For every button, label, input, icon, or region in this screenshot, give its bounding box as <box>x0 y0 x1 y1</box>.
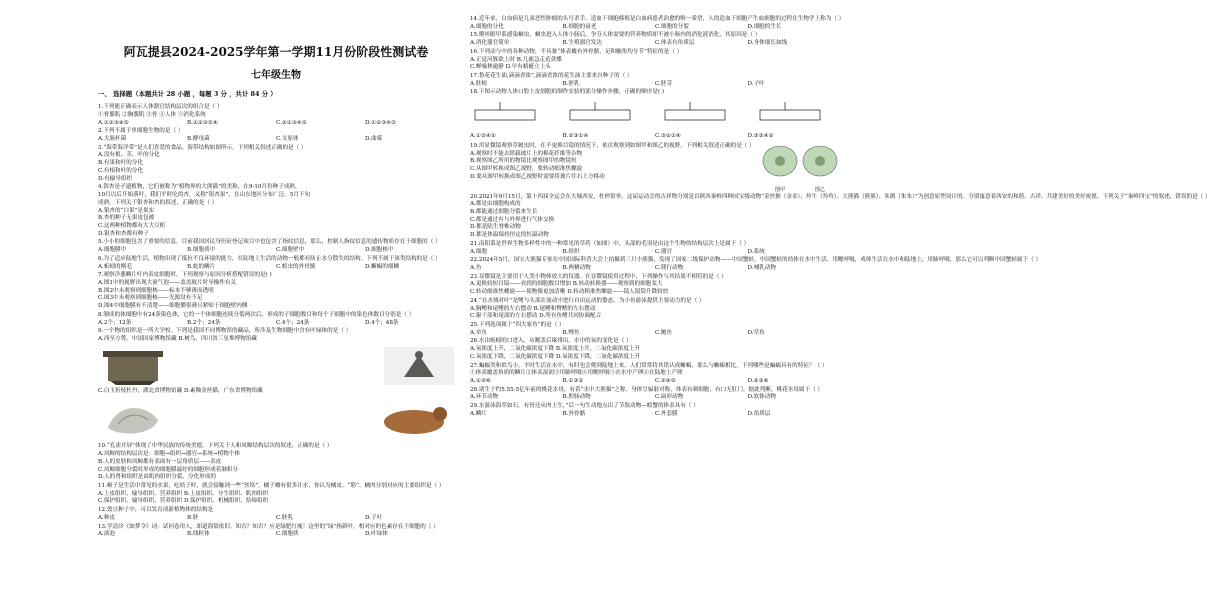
question <box>470 403 840 418</box>
option-row <box>470 394 840 402</box>
question-text: C.氧浓度下降，二氧化碳浓度下降 D.氧浓度下降，二氧化碳浓度上升 <box>470 353 641 360</box>
option[interactable]: B.2个；24条 <box>187 319 221 326</box>
option[interactable]: A.种皮 <box>98 514 116 521</box>
question-text: 24.“在水域对叶”是鳍与头部在流动中进行自由运动的姿态，为小鱼游泳提供主要动力的是（ ） <box>470 297 705 304</box>
option[interactable]: C.器官 <box>655 248 673 255</box>
figure-labels <box>760 187 840 194</box>
option-row <box>98 247 454 255</box>
question <box>98 507 454 522</box>
option[interactable]: C.③②①④ <box>655 133 681 140</box>
question-text: A.更换较短目镜——看到的细胞数目增加 B.转动转换器——观察到的细胞变大 <box>470 281 663 288</box>
question <box>470 16 845 31</box>
option-row <box>470 330 840 338</box>
question <box>98 272 454 311</box>
q19-text <box>470 143 756 194</box>
option[interactable]: B.①②③⑤④ <box>187 119 218 126</box>
option-row <box>470 411 840 419</box>
option[interactable]: C.扁形动物 <box>655 394 684 401</box>
question-text: B.都能通过细胞分裂来生长 <box>470 208 538 215</box>
question-text: B.人的皮肤和凤鲸都有表面有一层角质层——表皮 <box>98 458 222 465</box>
option[interactable]: B.生殖器官发达 <box>562 40 602 47</box>
question-text: C.蝉噪林逾静 D.早有蜻蜓立上头 <box>470 64 551 71</box>
question-text: C.都是通过有与外界进行气体交换 <box>470 216 555 223</box>
museum-image-row-1 <box>98 347 454 385</box>
question-text: 7.观察洋葱鳞片叶内表皮细胞时，下列观察与原因分析搭配错误的是( ) <box>98 272 272 279</box>
question <box>470 274 840 297</box>
option[interactable]: D.子叶 <box>747 80 765 87</box>
option[interactable]: C.4个；24条 <box>276 319 310 326</box>
option[interactable]: C.爬行动物 <box>655 264 684 271</box>
question-group-4 <box>470 193 1211 419</box>
question-text: B.杏的种子无果皮包被 <box>98 215 155 222</box>
question-text: 16.下列动与中的各种动物，不具备“体表覆有外骨骼，足和触角均分节”特征的是（ ） <box>470 48 683 55</box>
question-text: B.图2中未观察到细胞核——标本不够薄而透明 <box>98 287 214 294</box>
question-text: 26.水由蚯蚓的口进入，从鳃盖后缘排出。水中的氧的变化是（ ） <box>470 338 632 345</box>
option[interactable]: B.外骨骼 <box>562 410 586 417</box>
jade-flower-image <box>98 398 168 440</box>
option[interactable]: D.叶绿体 <box>365 531 388 538</box>
option[interactable]: A.消化器官简单 <box>470 40 510 47</box>
question-text: C.转动细准焦螺旋——使物像更加清晰 D.转动粗准焦螺旋——镜人镜筒升降较快 <box>470 289 669 296</box>
question-text: 3.“海带海洋带”是人们喜爱的食品。海带结构如图所示，下列相关叙述正确的是（ ） <box>98 144 307 151</box>
question-text: ①骨骼肌 ②胸腹肌 ③骨 ④人体 ⑤消化系统 <box>98 111 206 118</box>
option[interactable]: D.角质层 <box>747 410 771 417</box>
question-text: A.都是由细胞构成的 <box>470 201 521 208</box>
question-text: C.有根和叶的分化 <box>98 167 144 174</box>
question-text: D.有输导组织 <box>98 175 133 182</box>
question <box>98 256 454 271</box>
question-text: 25.下列选项属于“四大家鱼”的是（ ） <box>470 322 565 329</box>
option[interactable]: A.胚根 <box>470 80 488 87</box>
option[interactable]: C.胚芽 <box>655 80 673 87</box>
question-text: A.观察时不能去除载玻片上的棉花纤维等杂物 <box>470 150 583 157</box>
question-text: 15.喂哇眼甲系感染蛔虫，蛔虫进入人体小肠后，争夺人体需要的营养物质却不被小肠内的消化液消化，其原因是（ ） <box>470 32 761 39</box>
question-text: 19.用显微镜观察草履虫时，在不更换目镜的情况下，依次观察到如图甲和图乙的视野，下列相关叙述正确的是（ ） <box>470 142 755 149</box>
option[interactable]: B.细胞的衰老 <box>562 23 597 30</box>
question <box>98 328 454 343</box>
question-text: A.银杏的“白果”是果实 <box>98 207 155 214</box>
question-text: 23.显微镜是主要用于人类小物体放大的仪器。在显微镜使用过程中，下列操作与其结果不相符的是（ ） <box>470 273 727 280</box>
option-row <box>98 264 454 272</box>
option[interactable]: D.子叶 <box>365 514 383 521</box>
question-text: A.氧浓度上升，二氧化碳浓度下降 B.氧浓度上升，二氧化碳浓度上升 <box>470 346 641 353</box>
option[interactable]: B.细胞质中 <box>187 247 216 254</box>
question <box>98 239 454 254</box>
question <box>98 128 454 143</box>
option[interactable]: C.鲍鱼 <box>655 329 673 336</box>
question-group-2 <box>98 443 454 539</box>
question-text: 6.为了适应陆地生活，植物出现了抵抗不良环境的能力，在陆地上生活的动物一般都有防止水分散失的结构。下列不属于该类结构的是（ ） <box>98 255 441 262</box>
option[interactable]: D.身体细长如线 <box>747 40 788 47</box>
question-text: 5.小小的细胞包含了重要的信息，目前我国居民身份证登记项目中也包含了指纹信息，那么，控制人指纹信息的遗传物质存在于细胞的（ ） <box>98 239 441 246</box>
option-row <box>470 81 840 89</box>
question-text: 22.2024年5月，国宝大熊猫专家在中国国际科普大会上拍摄到三只小熊猫，发现了国家二级保护动物——中国蟹蛙。中国蟹蛙的幼体在水中生活，用鳃呼吸，成体生活在水中和陆地上，用肺呼吸，那么它可以判断中国蟹蛙属于（ ） <box>470 257 1042 264</box>
question-text: 4.银杏是孑遗植物，它们被称为“植物界的大熊猫”的美称，在9-10月份种子成熟， <box>98 184 301 191</box>
question-text: C.图3中未观察到细胞核——光源没有不足 <box>98 295 203 302</box>
question <box>470 257 1042 272</box>
option[interactable]: B.组织 <box>562 248 580 255</box>
option[interactable]: A.鱼 <box>470 264 482 271</box>
question-text: A.凤鲸的结构层次是：细胞→组织→器官→系统→植物个体 <box>98 451 241 458</box>
option[interactable]: A.细胞 <box>470 248 488 255</box>
question-text: A.没有根、茎、叶的分化 <box>98 152 160 159</box>
question-text: 1.下列能正确表示人体器官结构层次的组合是（ ） <box>98 104 223 111</box>
question-text: 2.下列不属于单细胞生物的是（ ） <box>98 128 184 135</box>
question-text: 13.学清泠《如梦令》词：试问卷帘人，却道海棠依旧。知否？知否？应是绿肥红瘦！这里的“绿”指新叶，相对应的色素存在于细胞的（ ） <box>98 523 439 530</box>
option[interactable]: D.细胞的生长 <box>747 23 782 30</box>
question-group-1 <box>98 104 454 344</box>
option[interactable]: B.①③② <box>562 378 584 385</box>
question-text: 成熟。下列关于银杏和杏的叙述，正确的是（ ） <box>98 199 218 206</box>
option[interactable]: C.细胞质 <box>276 531 299 538</box>
option[interactable]: D.②③⑥ <box>747 378 769 385</box>
option[interactable]: B.胚 <box>187 514 199 521</box>
option[interactable]: C.细胞壁中 <box>276 247 305 254</box>
question-text: 18.下图示动物人体口腔上皮细胞的制作实验的部分操作步骤，正确的顺序是( ) <box>470 89 665 96</box>
option-row <box>470 378 840 386</box>
question-text: ①体表覆盖角质的鳞片②体表湿润③用肺呼吸④用鳃呼吸⑤在水中产卵⑥在陆地上产卵 <box>470 370 683 377</box>
option[interactable]: B.②③①④ <box>562 133 589 140</box>
question-text: 10月以后开始落叶，我们平时吃的杏，又称“银杏果”，在山东地区分布广泛。5月下旬 <box>98 192 311 199</box>
fig-a-label: 图甲 <box>774 186 785 193</box>
option[interactable]: A.蚯蚓的刚毛 <box>98 263 132 270</box>
question <box>98 184 454 238</box>
option[interactable]: C.细胞的分裂 <box>655 23 689 30</box>
option[interactable]: C.支原体 <box>276 136 299 143</box>
option[interactable]: D.系统 <box>747 248 765 255</box>
option[interactable]: A.章鱼 <box>470 329 488 336</box>
question <box>470 298 840 321</box>
question-text: D.人的肾和组织是由肌肉组织分裂、分化形成的 <box>98 474 216 481</box>
question <box>470 89 840 97</box>
option[interactable]: A.细胞膜中 <box>98 247 127 254</box>
question <box>470 73 840 88</box>
option[interactable]: D.草鱼 <box>747 329 765 336</box>
question <box>98 443 454 482</box>
question <box>470 363 840 386</box>
option[interactable]: B.腔肠动物 <box>562 394 591 401</box>
question-text: B.有果和叶的分化 <box>98 160 144 167</box>
option-row <box>98 120 454 128</box>
question-text: A.图1中的视野出现大量气泡——盖盖玻片时导操作有关 <box>98 279 237 286</box>
option[interactable]: B.胚乳 <box>562 80 580 87</box>
question <box>98 145 454 184</box>
question-text: C.这两种植物都有大大豆酊 <box>98 222 166 229</box>
option[interactable]: A.①③⑥ <box>470 378 491 385</box>
option[interactable]: C.蝗虫的外骨骼 <box>276 263 316 270</box>
option[interactable]: A.液泡 <box>98 531 116 538</box>
option-row <box>470 249 840 257</box>
question-text: D.银杏和杏都有种子 <box>98 230 149 237</box>
question-text: 11.顿子是生活中常见的水果，吃桔子时，就会接触到一些“丝络”，橘子瓣有很多汁水，你认为橘皮、“筋”、橘肉分别对应的主要组织是（ ） <box>98 483 445 490</box>
image-caption: C.白玉折枝杜丹，湖北省博物馆藏 D.素釉金丝猫，广东省博物馆藏 <box>98 387 263 394</box>
question-group-3 <box>470 16 845 97</box>
right-column <box>470 16 1211 420</box>
page-subtitle: 七年级生物 <box>251 69 301 81</box>
option[interactable]: D.①②③④⑤ <box>365 119 397 126</box>
question-text: 10.“孔雀开屏”体现了中华民族的传统美德。下列关于人和凤鲸结构层次的叙述，正确的是（ ） <box>98 443 333 450</box>
question-text: A.西至方尊，中国国家博物馆藏 B.树鸟，四川省三星堆博物馆藏 <box>98 336 257 343</box>
question-text: D.要从图甲转换成图乙视野时需要将玻片往右上方移动 <box>470 173 605 180</box>
question-text: 27.蝙蝠类和似鸟小，平时生活在水中，有时也会爬到陆地上来。人们常常将其错认成蜥蜴，那么与蜥蜴相比，下列哪些是蝙蝠具有的特征？（ ） <box>470 362 828 369</box>
page-title: 阿瓦提县2024-2025学年第一学期11月份阶段性测试卷 <box>123 45 429 59</box>
gold-cat-image <box>374 398 454 440</box>
question-text: D.都是陆生脊椎动物 <box>470 224 521 231</box>
question-text: 29.水游泳海草如石，有骨还从肉上生，”后一句生动地点出了节肢动物—蝗蟹的体表具有（ ） <box>470 403 699 410</box>
question-text: D.图4中细胞膜有不清楚——细胞膜很薄且紧贴于细胞壁内侧 <box>98 303 248 310</box>
question <box>98 104 454 127</box>
option[interactable]: B.酵母菌 <box>187 136 210 143</box>
question <box>98 312 454 327</box>
question <box>470 338 840 361</box>
section-heading: 一、 选择题（本题共计 28 小题 ，每题 3 分 ，共计 84 分 ） <box>98 90 277 99</box>
q18-diagram <box>470 100 830 130</box>
question-text: 21.南阳菜是世界生物多样性中的一种常见的草药（如图）中，头部的毛羽是由这个生物的结构层次上是属于（ ） <box>470 240 750 247</box>
question-text: 8.制成的体细胞中有24条染色体，它的一个体细胞连续分裂两次后，形成的子细胞数目和每个子细胞中的染色体数目分别是（ ） <box>98 311 415 318</box>
question <box>98 483 454 506</box>
option-row <box>470 24 840 32</box>
option[interactable]: C.外套膜 <box>655 410 678 417</box>
option[interactable]: C.胚乳 <box>276 514 294 521</box>
option[interactable]: C.体表有角质层 <box>655 40 695 47</box>
option-row <box>470 265 840 273</box>
bronze-bird-image <box>384 347 454 385</box>
question <box>470 49 840 72</box>
question <box>98 524 454 539</box>
question-text: A.上皮组织、输导组织、营养组织 B.上皮组织、分生组织、肌肉组织 <box>98 490 269 497</box>
option[interactable]: C.②①③④⑤ <box>276 119 307 126</box>
left-column <box>98 16 454 540</box>
question <box>470 193 1211 240</box>
option[interactable]: B.两栖动物 <box>562 264 591 271</box>
option-row <box>98 136 454 144</box>
option[interactable]: D.细胞核中 <box>365 247 394 254</box>
q19-figures <box>760 143 840 194</box>
option[interactable]: D.4个；48条 <box>365 319 399 326</box>
option[interactable]: A.细胞的分化 <box>470 23 504 30</box>
question-text: B.观察图乙所用的物镜比观察图甲的物镜短 <box>470 158 577 165</box>
question <box>470 322 840 337</box>
bronze-vessel-image <box>98 347 168 385</box>
option[interactable]: D.软体动物 <box>747 394 776 401</box>
option[interactable]: A.①②③④⑤ <box>98 119 129 126</box>
option[interactable]: B.蛇的鳞片 <box>187 263 216 270</box>
question <box>470 32 840 47</box>
question-text: C.保护组织、输导组织、营养组织 D.保护组织、机械组织、结缔组织 <box>98 498 269 505</box>
question-text: A.正觉河豚欲上时 B.几鹿急走追黄蝶 <box>470 56 562 63</box>
option[interactable]: A.环节动物 <box>470 394 499 401</box>
museum-image-row-2 <box>98 398 454 440</box>
option[interactable]: D.哺乳动物 <box>747 264 776 271</box>
question-text: 28.诸生于约5.55.5亿年前的桃花水母，有着“水中大熊猫”之称。身体呈辐射对称，体表有刺细胞，有口无肛门。据此判断，桃花水母属于（ ） <box>470 386 824 393</box>
question <box>470 387 840 402</box>
question-text: C.凤鲸细胞分裂时形成的细胞膜最好的细胞形成着肺积分 <box>98 466 239 473</box>
option[interactable]: A.大肠杆菌 <box>98 136 127 143</box>
question-text: 14.近年来，白血病是儿童恶性肿瘤的头号杀手，造血干细胞移植是白血病患者治愈的唯一希望，人的造血干细胞产生血细胞的过程在生物学上称为（ ） <box>470 16 845 22</box>
question-text: 9.一个物的组织是一所大学校。下列是我国不同博物馆的藏品，所涉及生物细胞中含有叶绿体的是（ ） <box>98 328 352 335</box>
option[interactable]: A.2个；12条 <box>98 319 132 326</box>
question-text: 12.敦豆种子中，可以发育成新植物体的结构是 <box>98 507 214 514</box>
option-row <box>98 515 454 523</box>
option[interactable]: D.蜥蜴的细鳞 <box>365 263 400 270</box>
question-text: 20.2021年9月15日，第十四届全运会在大城西安，杜仲馆举。这届运动会的吉祥物分别是以陕西秦岭四种国宝级动物“金丝猴（金金）、羚牛（羚羚）、大熊猫（熊熊）、朱鹮（朱朱）”为创意原型设计的。分别寓意着西安的和谐、吉祥、共建美好的美好祝愿。下列关于“秦岭四宝”的叙述，错误的是（ ） <box>470 193 1211 200</box>
question-text: C.从图甲转换成图乙视野，要转动细准焦螺旋 <box>470 166 583 173</box>
option-row <box>98 320 454 328</box>
q18-steps-image <box>470 100 840 130</box>
fig-b-label: 图乙 <box>814 186 825 193</box>
option-row <box>470 40 840 48</box>
question-text: A.胸鳍和尾鳍的左右摆动 B.尾鳍和臀鳍的左右摆动 <box>470 305 596 312</box>
option[interactable]: B.线粒体 <box>187 531 210 538</box>
option[interactable]: D.③③④② <box>747 133 774 140</box>
option[interactable]: D.曲霉 <box>365 136 383 143</box>
option[interactable]: C.②④⑤ <box>655 378 676 385</box>
paramecium-image <box>760 143 840 183</box>
option[interactable]: A.鳞片 <box>470 410 488 417</box>
option[interactable]: B.鲤鱼 <box>562 329 580 336</box>
q18-options <box>470 133 840 141</box>
option-row <box>98 531 454 539</box>
q19-block <box>470 143 840 194</box>
question-text: D.都是体温保持恒定的恒温动物 <box>470 232 549 239</box>
question-text: C.躯干部和尾部的左右摆动 D.所有鱼鳍共同协调配合 <box>470 313 602 320</box>
question-text: 17.鲁花花生油,滴滴香浓”,滴滴香浓的花生油主要来自种子的（ ） <box>470 73 633 80</box>
option[interactable]: A.①③④② <box>470 133 496 140</box>
question <box>470 241 840 256</box>
